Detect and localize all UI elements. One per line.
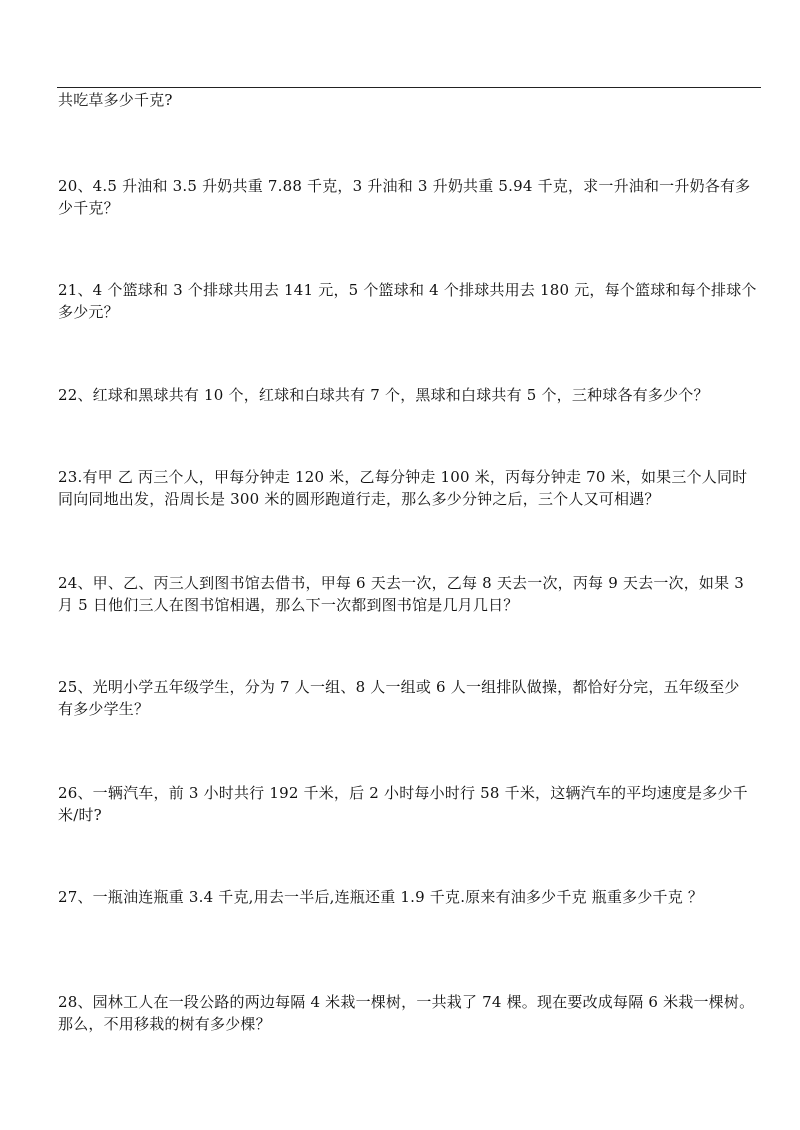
problem-26-line-2: 米/时? (58, 806, 102, 824)
problem-21-line-2: 多少元？ (58, 303, 119, 321)
problem-24-line-1: 24、甲、乙、丙三人到图书馆去借书，甲每 6 天去一次，乙每 8 天去一次，丙每 9 天去一次，如果 3 (58, 574, 745, 592)
problem-21-line-1: 21、4 个篮球和 3 个排球共用去 141 元，5 个篮球和 4 个排球共用去 180 元，每个篮球和每个排球个 (58, 281, 757, 299)
header-rule (57, 87, 761, 88)
problem-25-line-1: 25、光明小学五年级学生，分为 7 人一组、8 人一组或 6 人一组排队做操，都恰好分完，五年级至少 (58, 678, 740, 696)
intro-line: 共吃草多少千克? (58, 91, 173, 109)
problem-26-line-1: 26、一辆汽车，前 3 小时共行 192 千米，后 2 小时每小时行 58 千米，这辆汽车的平均速度是多少千 (58, 784, 748, 802)
problem-22-line-1: 22、红球和黑球共有 10 个，红球和白球共有 7 个，黑球和白球共有 5 个，三种球各有多少个？ (58, 386, 709, 404)
problem-20-line-2: 少千克？ (58, 199, 119, 217)
problem-20-line-1: 20、4.5 升油和 3.5 升奶共重 7.88 千克，3 升油和 3 升奶共重 5.94 千克，求一升油和一升奶各有多 (58, 177, 751, 195)
problem-28-line-1: 28、园林工人在一段公路的两边每隔 4 米栽一棵树，一共栽了 74 棵。现在要改成每隔 6 米栽一棵树。 (58, 993, 755, 1011)
problem-23-line-2: 同向同地出发，沿周长是 300 米的圆形跑道行走，那么多少分钟之后，三个人又可相遇？ (58, 490, 660, 508)
problem-25-line-2: 有多少学生？ (58, 700, 150, 718)
problem-23-line-1: 23.有甲 乙 丙三个人，甲每分钟走 120 米，乙每分钟走 100 米，丙每分钟走 70 米，如果三个人同时 (58, 468, 748, 486)
problem-28-line-2: 那么，不用移栽的树有多少棵？ (58, 1015, 271, 1033)
problem-27-line-1: 27、一瓶油连瓶重 3.4 千克,用去一半后,连瓶还重 1.9 千克.原来有油多少千克 瓶重多少千克 ？ (58, 888, 704, 906)
problem-24-line-2: 月 5 日他们三人在图书馆相遇，那么下一次都到图书馆是几月几日？ (58, 596, 519, 614)
